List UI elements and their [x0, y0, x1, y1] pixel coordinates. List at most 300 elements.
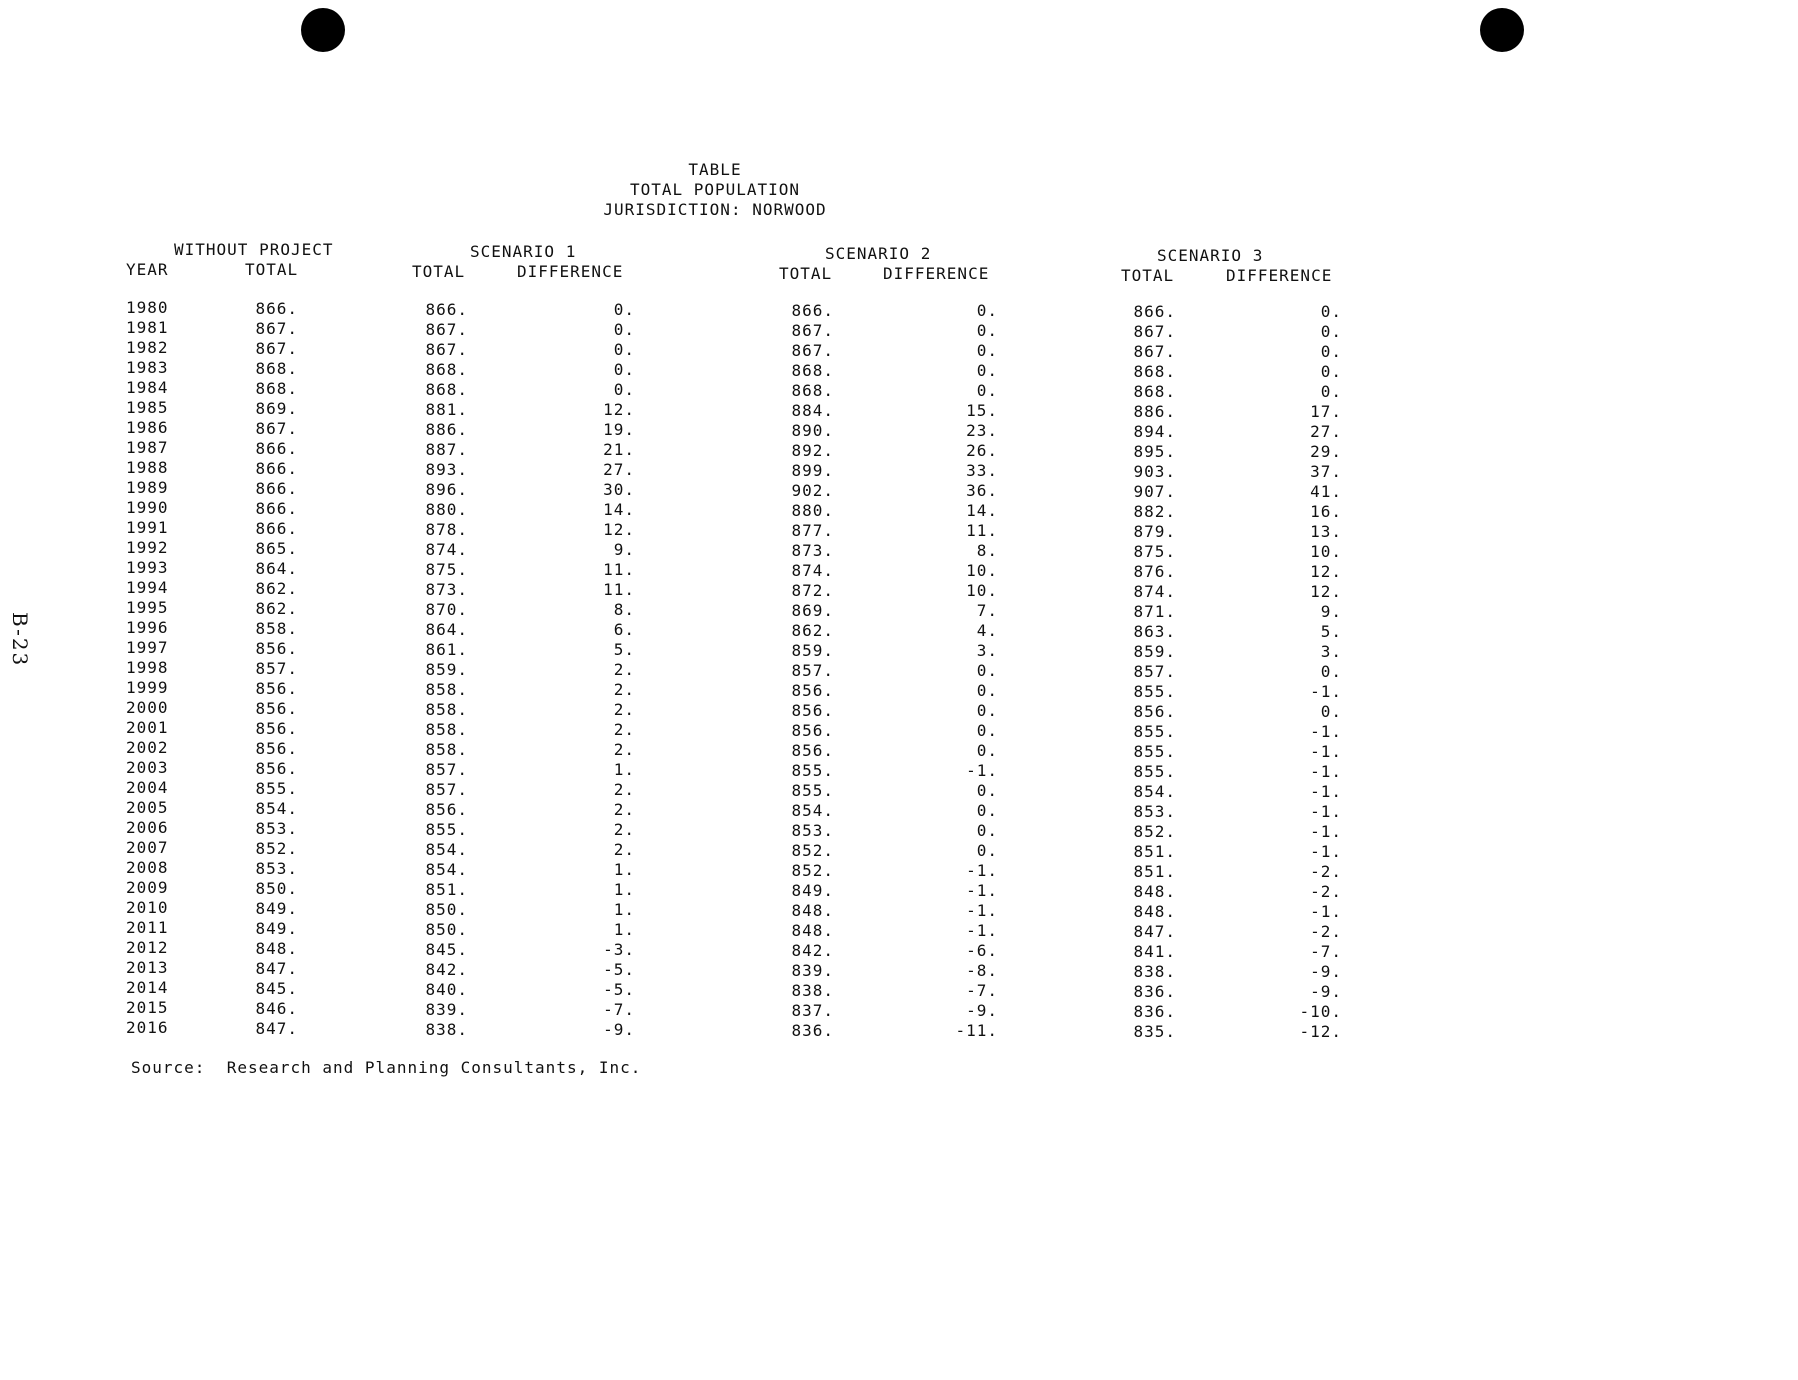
scenario-2-total: 866. — [791, 300, 834, 320]
scenario-2-total: 868. — [791, 360, 834, 380]
scenario-3-total: 853. — [1133, 801, 1176, 821]
header-scenario-3: SCENARIO 3 — [1157, 246, 1264, 265]
scenario-2-difference: 0. — [976, 721, 998, 740]
scenario-2-total: 857. — [791, 660, 834, 680]
scenario-1-difference: 2. — [613, 740, 635, 760]
header-without-project-total: TOTAL — [245, 260, 299, 279]
year-cell: 2006 — [126, 818, 169, 837]
year-cell: 1988 — [126, 458, 169, 477]
without-project-total: 862. — [255, 599, 298, 618]
scenario-3-difference: -1. — [1310, 761, 1342, 781]
header-year: YEAR — [126, 260, 169, 279]
scenario-3-difference: 16. — [1310, 501, 1342, 521]
scenario-2-total: 856. — [791, 700, 834, 720]
punch-hole-left — [301, 8, 345, 52]
scenario-1-difference: 5. — [613, 640, 635, 660]
scenario-1-difference: 1. — [613, 920, 635, 940]
scenario-1-total: 887. — [425, 439, 468, 459]
scenario-1-difference: 1. — [613, 860, 635, 880]
header-scenario-2-difference: DIFFERENCE — [883, 264, 990, 283]
scenario-1-total: 851. — [425, 879, 468, 899]
scenario-1-total: 893. — [425, 459, 468, 479]
scenario-3-total: 886. — [1133, 401, 1176, 421]
scenario-1-difference: 11. — [603, 560, 635, 580]
scenario-2-total: 859. — [791, 640, 834, 660]
scenario-2-difference: 8. — [976, 541, 998, 560]
scenario-1-difference: 1. — [613, 900, 635, 920]
scenario-1-difference: 2. — [613, 800, 635, 820]
scenario-1-total: 868. — [425, 359, 468, 379]
scenario-1-total: 870. — [425, 599, 468, 619]
year-cell: 1991 — [126, 518, 169, 537]
scenario-1-difference: 0. — [613, 300, 635, 320]
scenario-2-difference: 0. — [976, 821, 998, 840]
scenario-1-total: 845. — [425, 939, 468, 959]
source-note: Source: Research and Planning Consultants, Inc. — [131, 1058, 642, 1077]
without-project-total: 865. — [255, 539, 298, 558]
scenario-2-difference: 0. — [976, 801, 998, 820]
year-cell: 1984 — [126, 378, 169, 397]
scenario-3-difference: -2. — [1310, 921, 1342, 941]
scenario-1-difference: 0. — [613, 360, 635, 380]
scenario-3-difference: -1. — [1310, 721, 1342, 741]
scenario-1-total: 839. — [425, 999, 468, 1019]
scenario-2-difference: 0. — [976, 701, 998, 720]
table-title: TABLE — [688, 160, 742, 179]
scenario-1-total: 838. — [425, 1019, 468, 1039]
scenario-2-total: 838. — [791, 980, 834, 1000]
scenario-3-total: 867. — [1133, 321, 1176, 341]
scenario-1-difference: 0. — [613, 380, 635, 400]
scenario-1-difference: 14. — [603, 500, 635, 520]
without-project-total: 866. — [255, 439, 298, 458]
scenario-2-difference: 0. — [976, 341, 998, 360]
scenario-3-difference: -1. — [1310, 781, 1342, 801]
scenario-1-difference: 2. — [613, 840, 635, 860]
scenario-1-total: 874. — [425, 539, 468, 559]
scenario-3-total: 851. — [1133, 861, 1176, 881]
scenario-3-total: 875. — [1133, 541, 1176, 561]
scenario-3-difference: 0. — [1320, 341, 1342, 361]
scenario-3-total: 876. — [1133, 561, 1176, 581]
scenario-1-total: 858. — [425, 679, 468, 699]
scenario-3-difference: 0. — [1320, 321, 1342, 341]
year-cell: 2007 — [126, 838, 169, 857]
scenario-3-difference: 0. — [1320, 701, 1342, 721]
scenario-2-total: 856. — [791, 680, 834, 700]
scenario-3-total: 851. — [1133, 841, 1176, 861]
scenario-3-difference: 37. — [1310, 461, 1342, 481]
scenario-1-difference: 19. — [603, 420, 635, 440]
without-project-total: 858. — [255, 619, 298, 638]
scenario-3-difference: 27. — [1310, 421, 1342, 441]
table-subtitle: TOTAL POPULATION — [629, 180, 801, 199]
without-project-total: 855. — [255, 779, 298, 798]
scenario-3-difference: -7. — [1310, 941, 1342, 961]
scenario-2-difference: -9. — [966, 1001, 998, 1020]
scenario-3-difference: -1. — [1310, 681, 1342, 701]
scenario-2-difference: 15. — [966, 401, 998, 420]
scenario-2-difference: 0. — [976, 841, 998, 860]
scenario-3-total: 848. — [1133, 901, 1176, 921]
scenario-3-total: 836. — [1133, 1001, 1176, 1021]
scenario-1-total: 857. — [425, 759, 468, 779]
scenario-1-total: 867. — [425, 319, 468, 339]
scenario-1-difference: 2. — [613, 700, 635, 720]
scenario-1-difference: 2. — [613, 720, 635, 740]
scenario-3-difference: 12. — [1310, 581, 1342, 601]
scenario-2-difference: 0. — [976, 321, 998, 340]
scenario-2-difference: 0. — [976, 381, 998, 400]
scenario-3-difference: -2. — [1310, 861, 1342, 881]
scenario-3-total: 863. — [1133, 621, 1176, 641]
year-cell: 1998 — [126, 658, 169, 677]
scenario-2-total: 890. — [791, 420, 834, 440]
scenario-3-total: 841. — [1133, 941, 1176, 961]
scenario-1-total: 866. — [425, 299, 468, 319]
scenario-2-total: 856. — [791, 720, 834, 740]
year-cell: 2000 — [126, 698, 169, 717]
scenario-2-difference: -1. — [966, 861, 998, 880]
scenario-3-total: 894. — [1133, 421, 1176, 441]
year-cell: 1993 — [126, 558, 169, 577]
scenario-1-difference: 12. — [603, 520, 635, 540]
scenario-1-difference: 12. — [603, 400, 635, 420]
scenario-1-total: 867. — [425, 339, 468, 359]
scenario-1-total: 858. — [425, 719, 468, 739]
scenario-2-total: 853. — [791, 820, 834, 840]
scenario-2-total: 848. — [791, 900, 834, 920]
without-project-total: 867. — [255, 319, 298, 338]
year-cell: 1996 — [126, 618, 169, 637]
scenario-3-total: 848. — [1133, 881, 1176, 901]
without-project-total: 853. — [255, 819, 298, 838]
without-project-total: 848. — [255, 939, 298, 958]
scenario-2-total: 842. — [791, 940, 834, 960]
without-project-total: 850. — [255, 879, 298, 898]
scenario-1-difference: 6. — [613, 620, 635, 640]
scenario-2-total: 873. — [791, 540, 834, 560]
scenario-2-difference: -11. — [955, 1021, 998, 1040]
scenario-1-total: 881. — [425, 399, 468, 419]
scenario-3-total: 867. — [1133, 341, 1176, 361]
header-scenario-2-total: TOTAL — [779, 264, 833, 283]
year-cell: 2013 — [126, 958, 169, 977]
scenario-2-total: 868. — [791, 380, 834, 400]
year-cell: 2003 — [126, 758, 169, 777]
page-number: B-23 — [8, 612, 32, 668]
without-project-total: 854. — [255, 799, 298, 818]
without-project-total: 866. — [255, 299, 298, 318]
year-cell: 2010 — [126, 898, 169, 917]
scenario-2-total: 856. — [791, 740, 834, 760]
scenario-2-total: 852. — [791, 840, 834, 860]
scenario-3-difference: -12. — [1299, 1021, 1342, 1041]
header-scenario-1: SCENARIO 1 — [470, 242, 577, 261]
scenario-2-difference: -1. — [966, 881, 998, 900]
scenario-1-total: 864. — [425, 619, 468, 639]
scenario-1-total: 857. — [425, 779, 468, 799]
punch-hole-right — [1480, 8, 1524, 52]
without-project-total: 856. — [255, 679, 298, 698]
without-project-total: 866. — [255, 459, 298, 478]
scenario-1-difference: 2. — [613, 660, 635, 680]
year-cell: 2016 — [126, 1018, 169, 1037]
scenario-2-total: 872. — [791, 580, 834, 600]
scenario-1-total: 850. — [425, 899, 468, 919]
without-project-total: 853. — [255, 859, 298, 878]
scenario-3-total: 855. — [1133, 761, 1176, 781]
scenario-3-total: 838. — [1133, 961, 1176, 981]
scenario-3-total: 895. — [1133, 441, 1176, 461]
year-cell: 1985 — [126, 398, 169, 417]
without-project-total: 856. — [255, 639, 298, 658]
scenario-3-total: 871. — [1133, 601, 1176, 621]
without-project-total: 869. — [255, 399, 298, 418]
scenario-2-total: 848. — [791, 920, 834, 940]
scenario-1-difference: -7. — [603, 1000, 635, 1020]
scenario-1-difference: 2. — [613, 820, 635, 840]
without-project-total: 847. — [255, 959, 298, 978]
without-project-total: 856. — [255, 739, 298, 758]
scenario-2-difference: 26. — [966, 441, 998, 460]
scenario-2-difference: 0. — [976, 741, 998, 760]
scenario-2-total: 892. — [791, 440, 834, 460]
year-cell: 1990 — [126, 498, 169, 517]
scenario-3-total: 854. — [1133, 781, 1176, 801]
scenario-2-total: 836. — [791, 1020, 834, 1040]
scenario-2-difference: 3. — [976, 641, 998, 660]
scenario-2-difference: 0. — [976, 681, 998, 700]
scenario-1-total: 858. — [425, 699, 468, 719]
year-cell: 1982 — [126, 338, 169, 357]
scenario-1-total: 858. — [425, 739, 468, 759]
scenario-1-total: 880. — [425, 499, 468, 519]
year-cell: 2001 — [126, 718, 169, 737]
year-cell: 1980 — [126, 298, 169, 317]
without-project-total: 856. — [255, 759, 298, 778]
year-cell: 2014 — [126, 978, 169, 997]
scenario-3-difference: 0. — [1320, 301, 1342, 321]
year-cell: 1986 — [126, 418, 169, 437]
header-without-project: WITHOUT PROJECT — [174, 240, 334, 259]
without-project-total: 868. — [255, 359, 298, 378]
scenario-2-total: 839. — [791, 960, 834, 980]
scenario-3-difference: 12. — [1310, 561, 1342, 581]
scenario-2-difference: 10. — [966, 561, 998, 580]
year-cell: 2008 — [126, 858, 169, 877]
scenario-3-difference: -1. — [1310, 901, 1342, 921]
scenario-3-total: 855. — [1133, 721, 1176, 741]
scenario-1-difference: 1. — [613, 760, 635, 780]
header-scenario-2: SCENARIO 2 — [825, 244, 932, 263]
scenario-1-difference: 27. — [603, 460, 635, 480]
scenario-2-total: 837. — [791, 1000, 834, 1020]
scenario-3-total: 874. — [1133, 581, 1176, 601]
scenario-2-difference: 23. — [966, 421, 998, 440]
scenario-3-difference: -10. — [1299, 1001, 1342, 1021]
without-project-total: 867. — [255, 419, 298, 438]
scenario-2-difference: 10. — [966, 581, 998, 600]
without-project-total: 856. — [255, 699, 298, 718]
year-cell: 2005 — [126, 798, 169, 817]
jurisdiction-label: JURISDICTION: NORWOOD — [603, 200, 827, 219]
scenario-1-difference: -5. — [603, 980, 635, 1000]
year-cell: 2015 — [126, 998, 169, 1017]
scenario-1-difference: 2. — [613, 780, 635, 800]
scenario-1-total: 859. — [425, 659, 468, 679]
scenario-1-total: 840. — [425, 979, 468, 999]
table-title-block — [560, 160, 870, 220]
scenario-3-difference: 3. — [1320, 641, 1342, 661]
scenario-1-total: 855. — [425, 819, 468, 839]
scenario-3-total: 836. — [1133, 981, 1176, 1001]
year-cell: 2009 — [126, 878, 169, 897]
scenario-2-total: 877. — [791, 520, 834, 540]
scenario-3-total: 847. — [1133, 921, 1176, 941]
scenario-2-difference: 33. — [966, 461, 998, 480]
scenario-3-difference: -1. — [1310, 801, 1342, 821]
scenario-2-total: 867. — [791, 340, 834, 360]
scenario-1-difference: 2. — [613, 680, 635, 700]
scenario-2-total: 855. — [791, 760, 834, 780]
scenario-3-difference: 41. — [1310, 481, 1342, 501]
scenario-1-difference: -5. — [603, 960, 635, 980]
without-project-total: 868. — [255, 379, 298, 398]
header-scenario-3-total: TOTAL — [1121, 266, 1175, 285]
without-project-total: 849. — [255, 899, 298, 918]
scenario-1-total: 878. — [425, 519, 468, 539]
scenario-3-total: 882. — [1133, 501, 1176, 521]
scenario-2-total: 884. — [791, 400, 834, 420]
scenario-1-total: 854. — [425, 839, 468, 859]
scenario-2-difference: 11. — [966, 521, 998, 540]
header-scenario-1-total: TOTAL — [412, 262, 466, 281]
scenario-1-total: 856. — [425, 799, 468, 819]
without-project-total: 866. — [255, 519, 298, 538]
scenario-3-difference: -9. — [1310, 981, 1342, 1001]
scenario-2-difference: 7. — [976, 601, 998, 620]
scenario-2-difference: -1. — [966, 921, 998, 940]
scenario-2-total: 902. — [791, 480, 834, 500]
scenario-2-total: 880. — [791, 500, 834, 520]
without-project-total: 862. — [255, 579, 298, 598]
scenario-1-difference: 0. — [613, 320, 635, 340]
scenario-2-difference: 4. — [976, 621, 998, 640]
scenario-1-total: 896. — [425, 479, 468, 499]
scenario-3-total: 855. — [1133, 681, 1176, 701]
scenario-3-difference: 0. — [1320, 661, 1342, 681]
without-project-total: 864. — [255, 559, 298, 578]
scenario-1-difference: 9. — [613, 540, 635, 560]
without-project-total: 849. — [255, 919, 298, 938]
scenario-2-total: 854. — [791, 800, 834, 820]
scenario-3-difference: 10. — [1310, 541, 1342, 561]
scenario-1-total: 875. — [425, 559, 468, 579]
scenario-2-difference: 0. — [976, 361, 998, 380]
scenario-3-difference: 17. — [1310, 401, 1342, 421]
without-project-total: 856. — [255, 719, 298, 738]
scenario-3-difference: 29. — [1310, 441, 1342, 461]
scenario-3-difference: -9. — [1310, 961, 1342, 981]
year-cell: 2004 — [126, 778, 169, 797]
without-project-total: 866. — [255, 499, 298, 518]
without-project-total: 852. — [255, 839, 298, 858]
scenario-3-total: 866. — [1133, 301, 1176, 321]
scenario-2-total: 867. — [791, 320, 834, 340]
scenario-3-total: 907. — [1133, 481, 1176, 501]
scenario-1-difference: 21. — [603, 440, 635, 460]
year-cell: 1999 — [126, 678, 169, 697]
without-project-total: 866. — [255, 479, 298, 498]
year-cell: 1994 — [126, 578, 169, 597]
year-cell: 1983 — [126, 358, 169, 377]
scenario-1-difference: 8. — [613, 600, 635, 620]
scenario-1-difference: 30. — [603, 480, 635, 500]
scenario-2-difference: 0. — [976, 781, 998, 800]
scenario-2-difference: 14. — [966, 501, 998, 520]
scenario-3-total: 835. — [1133, 1021, 1176, 1041]
scenario-3-total: 903. — [1133, 461, 1176, 481]
scenario-2-difference: -1. — [966, 761, 998, 780]
scenario-2-total: 849. — [791, 880, 834, 900]
scenario-3-total: 868. — [1133, 361, 1176, 381]
scenario-3-difference: 0. — [1320, 361, 1342, 381]
scenario-2-total: 899. — [791, 460, 834, 480]
scenario-3-difference: 5. — [1320, 621, 1342, 641]
scenario-3-total: 855. — [1133, 741, 1176, 761]
scenario-3-difference: -1. — [1310, 741, 1342, 761]
without-project-total: 845. — [255, 979, 298, 998]
without-project-total: 867. — [255, 339, 298, 358]
scenario-3-total: 856. — [1133, 701, 1176, 721]
scenario-2-difference: -1. — [966, 901, 998, 920]
scenario-1-total: 854. — [425, 859, 468, 879]
header-scenario-1-difference: DIFFERENCE — [517, 262, 624, 281]
scenario-1-total: 861. — [425, 639, 468, 659]
year-cell: 1989 — [126, 478, 169, 497]
without-project-total: 857. — [255, 659, 298, 678]
without-project-total: 847. — [255, 1019, 298, 1038]
year-cell: 2002 — [126, 738, 169, 757]
scenario-2-difference: 36. — [966, 481, 998, 500]
year-cell: 1995 — [126, 598, 169, 617]
scenario-2-difference: 0. — [976, 301, 998, 320]
scenario-1-total: 842. — [425, 959, 468, 979]
scenario-2-total: 855. — [791, 780, 834, 800]
year-cell: 2011 — [126, 918, 169, 937]
scenario-2-difference: -6. — [966, 941, 998, 960]
scenario-1-difference: 1. — [613, 880, 635, 900]
year-cell: 1997 — [126, 638, 169, 657]
scenario-3-difference: 13. — [1310, 521, 1342, 541]
scenario-3-difference: 0. — [1320, 381, 1342, 401]
year-cell: 1992 — [126, 538, 169, 557]
scenario-2-difference: -8. — [966, 961, 998, 980]
scenario-1-total: 873. — [425, 579, 468, 599]
scenario-2-total: 869. — [791, 600, 834, 620]
scenario-3-total: 879. — [1133, 521, 1176, 541]
scenario-2-total: 852. — [791, 860, 834, 880]
scenario-3-total: 868. — [1133, 381, 1176, 401]
scenario-3-total: 852. — [1133, 821, 1176, 841]
scenario-3-difference: 9. — [1320, 601, 1342, 621]
scenario-3-difference: -2. — [1310, 881, 1342, 901]
scenario-3-total: 857. — [1133, 661, 1176, 681]
scenario-2-difference: 0. — [976, 661, 998, 680]
scenario-3-difference: -1. — [1310, 821, 1342, 841]
scenario-1-difference: -9. — [603, 1020, 635, 1040]
